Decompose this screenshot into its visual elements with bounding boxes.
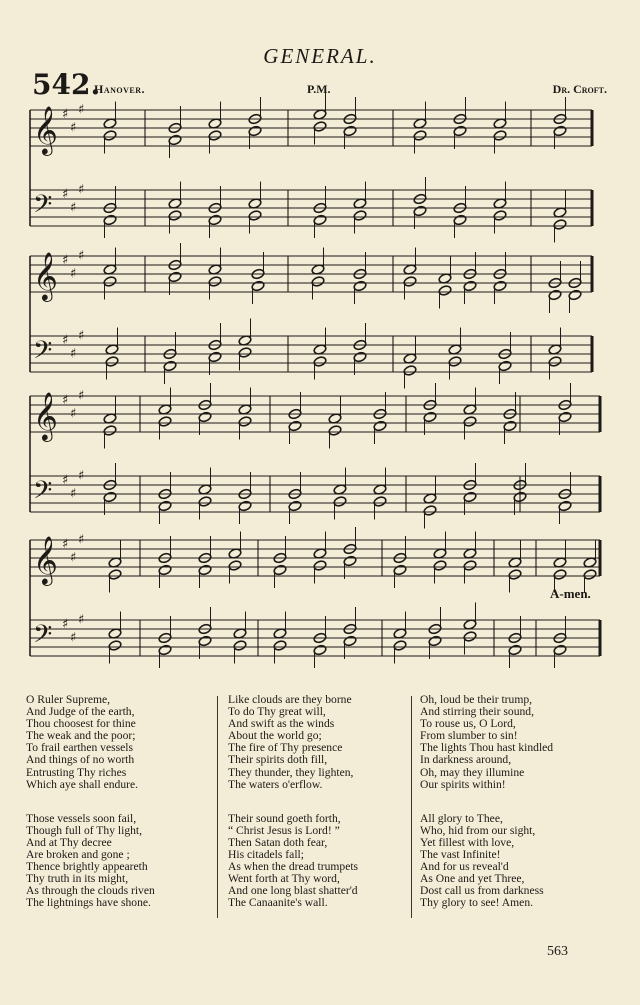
note-head <box>493 130 507 142</box>
verse-line: Their sound goeth forth, <box>228 811 341 825</box>
verse-line: And swift as the winds <box>228 717 335 731</box>
verse-line: Entrusting Thy riches <box>26 765 127 779</box>
note-head <box>568 289 582 301</box>
sharp-icon: ♯ <box>78 102 85 118</box>
note-head <box>108 640 122 652</box>
verse-line: The weak and the poor; <box>26 729 136 743</box>
sharp-icon: ♯ <box>70 486 77 502</box>
sharp-icon: ♯ <box>78 388 85 404</box>
note-head <box>313 214 327 226</box>
note-head <box>343 125 357 137</box>
note-head <box>328 425 342 437</box>
verse-line: Oh, may they illumine <box>420 765 525 779</box>
note-head <box>463 280 477 292</box>
bass-clef-icon: 𝄢 <box>33 476 53 511</box>
note-head <box>313 644 327 656</box>
note-head <box>463 416 477 428</box>
note-head <box>208 214 222 226</box>
note-head <box>448 356 462 368</box>
verse-line: Then Satan doth fear, <box>228 835 328 849</box>
note-head <box>103 214 117 226</box>
sharp-icon: ♯ <box>70 346 77 362</box>
note-head <box>503 420 517 432</box>
verse-line: Those vessels soon fail, <box>26 811 137 825</box>
note-head <box>251 280 265 292</box>
note-head <box>208 130 222 142</box>
verse-line: Who, hid from our sight, <box>420 823 536 837</box>
verse-line: The lightnings have shone. <box>26 896 151 910</box>
verse-line: Thy truth in its might, <box>26 872 129 886</box>
note-head <box>423 505 437 517</box>
verse-line: And stirring their sound, <box>420 705 534 719</box>
note-head <box>353 351 367 363</box>
note-head <box>373 496 387 508</box>
note-head <box>463 491 477 503</box>
verse-line: Yet fillest with love, <box>420 835 515 849</box>
verse-line: The waters o'erflow. <box>228 777 323 791</box>
note-head <box>508 569 522 581</box>
note-head <box>583 569 597 581</box>
note-head <box>238 500 252 512</box>
sharp-icon: ♯ <box>62 473 69 488</box>
sharp-icon: ♯ <box>70 266 77 282</box>
note-head <box>228 560 242 572</box>
note-head <box>558 500 572 512</box>
verse-line: His citadels fall; <box>228 848 304 862</box>
treble-clef-icon: 𝄞 <box>33 251 58 300</box>
note-head <box>553 125 567 137</box>
note-head <box>413 130 427 142</box>
bass-clef-icon: 𝄢 <box>33 190 53 225</box>
note-head <box>463 560 477 572</box>
verse-line: And at Thy decree <box>26 835 112 849</box>
verse-line: Though full of Thy light, <box>26 823 143 837</box>
note-head <box>168 134 182 146</box>
note-head <box>423 411 437 423</box>
sharp-icon: ♯ <box>70 120 77 136</box>
hymn-text <box>0 694 640 924</box>
note-head <box>343 635 357 647</box>
note-head <box>103 425 117 437</box>
note-head <box>208 276 222 288</box>
verse-line: As One and yet Three, <box>420 872 525 886</box>
page-number: 563 <box>547 944 568 959</box>
note-head <box>433 560 447 572</box>
note-head <box>273 564 287 576</box>
note-head <box>558 411 572 423</box>
note-head <box>493 210 507 222</box>
note-head <box>553 644 567 656</box>
verse-line: Thence brightly appeareth <box>26 860 148 874</box>
sharp-icon: ♯ <box>62 107 69 122</box>
stanza <box>26 694 155 791</box>
note-head <box>238 347 252 359</box>
meter: P.M. <box>307 82 331 96</box>
verse-line: O Ruler Supreme, <box>26 693 111 706</box>
verse-line: And Judge of the earth, <box>26 705 135 719</box>
note-head <box>333 496 347 508</box>
note-head <box>198 635 212 647</box>
stanza <box>420 813 553 910</box>
verse-line: The lights Thou hast kindled <box>420 741 554 755</box>
verse-line: Like clouds are they borne <box>228 693 352 706</box>
note-head <box>198 496 212 508</box>
sharp-icon: ♯ <box>62 393 69 408</box>
note-head <box>493 280 507 292</box>
verse-line: Our spirits within! <box>420 777 506 791</box>
note-head <box>158 416 172 428</box>
hymn-number: 542. <box>32 68 101 101</box>
note-head <box>548 356 562 368</box>
verse-line: To frail earthen vessels <box>26 741 134 755</box>
note-head <box>103 130 117 142</box>
note-head <box>311 276 325 288</box>
stanza <box>228 813 358 910</box>
note-head <box>553 219 567 231</box>
note-head <box>438 285 452 297</box>
verse-column-1 <box>26 694 155 910</box>
note-head <box>373 420 387 432</box>
stanza <box>26 813 155 910</box>
sharp-icon: ♯ <box>62 253 69 268</box>
verse-column-3 <box>420 694 553 910</box>
note-head <box>108 569 122 581</box>
note-head <box>508 644 522 656</box>
note-head <box>353 210 367 222</box>
note-head <box>238 416 252 428</box>
page-header: GENERAL. <box>263 44 377 68</box>
note-head <box>105 356 119 368</box>
note-head <box>288 500 302 512</box>
note-head <box>313 121 327 133</box>
verse-line: From slumber to sin! <box>420 729 518 743</box>
note-head <box>198 411 212 423</box>
bass-clef-icon: 𝄢 <box>33 336 53 371</box>
verse-line: The Canaanite's wall. <box>228 896 328 910</box>
note-head <box>158 644 172 656</box>
note-head <box>248 125 262 137</box>
verse-line: They thunder, they lighten, <box>228 765 354 779</box>
sharp-icon: ♯ <box>70 406 77 422</box>
verse-line: Are broken and gone ; <box>26 848 130 862</box>
verse-line: To do Thy great will, <box>228 705 326 719</box>
sharp-icon: ♯ <box>62 333 69 348</box>
sharp-icon: ♯ <box>78 182 85 198</box>
note-head <box>553 569 567 581</box>
note-head <box>403 365 417 377</box>
verse-line: All glory to Thee, <box>420 811 503 825</box>
note-head <box>453 214 467 226</box>
note-head <box>288 420 302 432</box>
verse-line: Thy glory to see! Amen. <box>420 896 534 910</box>
sharp-icon: ♯ <box>70 550 77 566</box>
note-head <box>163 360 177 372</box>
sharp-icon: ♯ <box>78 468 85 484</box>
treble-clef-icon: 𝄞 <box>33 105 58 154</box>
sharp-icon: ♯ <box>78 248 85 264</box>
verse-line: As when the dread trumpets <box>228 860 359 874</box>
sharp-icon: ♯ <box>62 187 69 202</box>
note-head <box>313 560 327 572</box>
verse-line: Dost call us from darkness <box>420 884 544 898</box>
sharp-icon: ♯ <box>70 200 77 216</box>
amen-label: A-men. <box>550 586 591 601</box>
treble-clef-icon: 𝄞 <box>33 391 58 440</box>
verse-line: Oh, loud be their trump, <box>420 693 533 706</box>
verse-line: The fire of Thy presence <box>228 741 343 755</box>
verse-column-2 <box>228 694 358 910</box>
sharp-icon: ♯ <box>78 328 85 344</box>
note-head <box>103 491 117 503</box>
sharp-icon: ♯ <box>62 617 69 632</box>
note-head <box>208 351 222 363</box>
note-head <box>353 280 367 292</box>
verse-line: To rouse us, O Lord, <box>420 717 516 731</box>
note-head <box>343 555 357 567</box>
note-head <box>158 564 172 576</box>
sharp-icon: ♯ <box>62 537 69 552</box>
composer: Dr. Croft. <box>552 82 607 96</box>
note-head <box>403 276 417 288</box>
note-head <box>453 125 467 137</box>
verse-line: And one long blast shatter'd <box>228 884 358 898</box>
note-head <box>313 356 327 368</box>
verse-line: And things of no worth <box>26 753 135 767</box>
note-head <box>158 500 172 512</box>
tune-name: Hanover. <box>94 82 146 96</box>
verse-line: About the world go; <box>228 729 322 743</box>
note-head <box>273 640 287 652</box>
note-head <box>393 564 407 576</box>
note-head <box>548 289 562 301</box>
note-head <box>198 564 212 576</box>
verse-line: “ Christ Jesus is Lord! ” <box>228 823 340 837</box>
verse-line: Went forth at Thy word, <box>228 872 340 886</box>
note-head <box>393 640 407 652</box>
note-head <box>248 210 262 222</box>
stanza <box>420 694 553 791</box>
verse-line: As through the clouds riven <box>26 884 155 898</box>
note-head <box>103 276 117 288</box>
bass-clef-icon: 𝄢 <box>33 620 53 655</box>
verse-line: In darkness around, <box>420 753 512 767</box>
verse-line: And for us reveal'd <box>420 860 509 874</box>
note-head <box>463 631 477 643</box>
verse-line: The vast Infinite! <box>420 848 501 862</box>
note-head <box>233 640 247 652</box>
note-head <box>168 210 182 222</box>
note-head <box>428 635 442 647</box>
verse-line: Which aye shall endure. <box>26 777 139 791</box>
sharp-icon: ♯ <box>78 532 85 548</box>
sharp-icon: ♯ <box>78 612 85 628</box>
stanza <box>228 694 358 791</box>
note-head <box>413 205 427 217</box>
sharp-icon: ♯ <box>70 630 77 646</box>
note-head <box>498 360 512 372</box>
verse-line: Their spirits doth fill, <box>228 753 328 767</box>
treble-clef-icon: 𝄞 <box>33 535 58 584</box>
verse-line: Thou choosest for thine <box>26 717 136 731</box>
note-head <box>168 271 182 283</box>
